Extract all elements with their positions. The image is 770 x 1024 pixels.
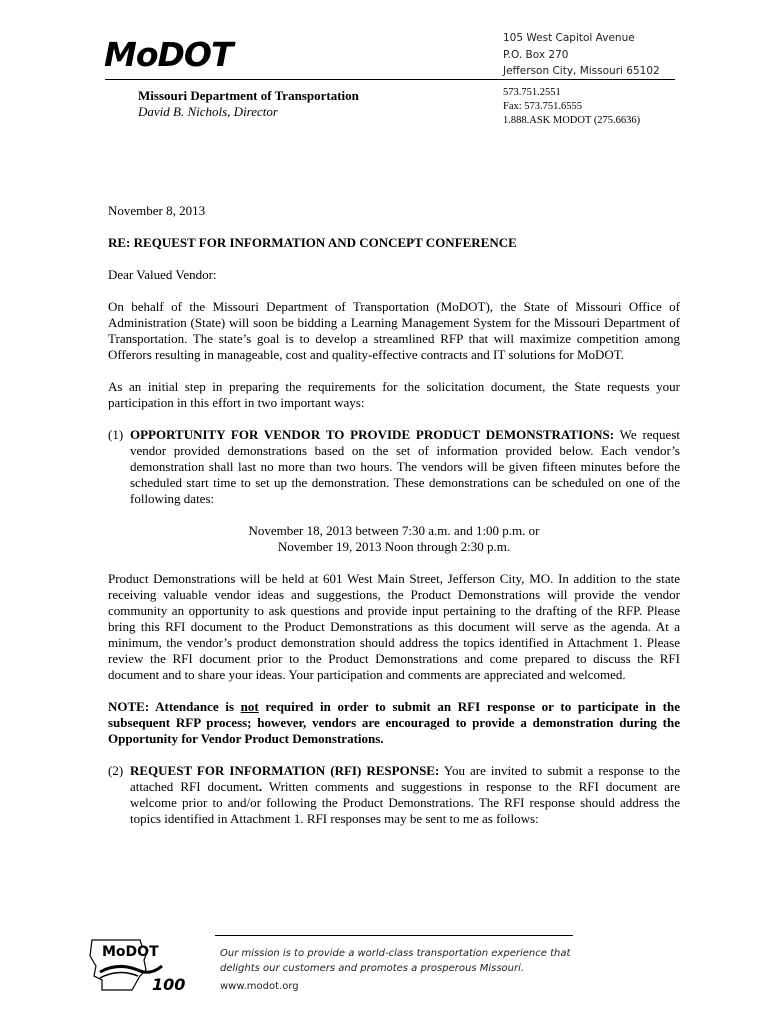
paragraph-location: Product Demonstrations will be held at 601 West Main Street, Jefferson City, MO. In addition to the state receiving valuable vendor ideas and suggestions, the Product Demonstrations will provide the vendor community an opportunity to ask questions and provide input pertaining to the drafting of the RFP. Please bring this RFI document to the Product Demonstrations as this document will serve as the agenda. At a minimum, the vendor’s product demonstration should address the topics identified in Attachment 1. Please review the RFI document prior to the Product Demonstrations and come prepared to discuss the RFI document and to share your ideas. Your participation and comments are appreciated and welcomed. bbox=[108, 571, 680, 682]
attendance-note: NOTE: Attendance is not required in order to submit an RFI response or to participate in the subsequent RFP process; however, vendors are encouraged to provide a demonstration during the Opportunity for Vendor Product Demonstrations. bbox=[108, 699, 681, 746]
header-divider bbox=[105, 79, 675, 80]
footer-badge-text: 100 bbox=[152, 975, 186, 992]
date-line: November 18, 2013 between 7:30 a.m. and 1:00 p.m. or bbox=[248, 523, 540, 538]
letter-body bbox=[108, 203, 680, 843]
mission-line: Our mission is to provide a world-class transportation experience that bbox=[220, 948, 571, 959]
paragraph-intro: On behalf of the Missouri Department of Transportation (MoDOT), the State of Missouri Office of Administration (State) will soon be bidding a Learning Management System for the Missouri Department of Transportation. The state’s goal is to develop a streamlined RFP that will maximize competition among Offerors resulting in manageable, cost and quality-effective contracts and IT solutions for MoDOT. bbox=[108, 299, 680, 362]
director-name: David B. Nichols, Director bbox=[138, 104, 278, 119]
department-block bbox=[138, 88, 359, 120]
modot-logo: MoDOT bbox=[104, 35, 233, 74]
footer-logo-text: MoDOT bbox=[102, 944, 159, 960]
mailing-address bbox=[503, 30, 660, 80]
date-line: November 19, 2013 Noon through 2:30 p.m. bbox=[277, 539, 511, 554]
emphasis-not: not bbox=[240, 699, 259, 714]
address-line: Jefferson City, Missouri 65102 bbox=[503, 65, 660, 77]
address-line: P.O. Box 270 bbox=[503, 48, 569, 61]
modot-100-logo bbox=[88, 936, 188, 992]
mission-line: delights our customers and promotes a prosperous Missouri. bbox=[220, 963, 525, 974]
footer-divider bbox=[215, 935, 573, 936]
toll-free-number: 1.888.ASK MODOT (275.6636) bbox=[503, 115, 641, 126]
item-text: We request vendor provided demonstrations based on the set of information provided below. Each vendor’s demonstration shall last no more than two hours. The vendors will be given fifteen minutes before the scheduled start time to set up the demonstration. These demonstrations can be scheduled on one of the following dates: bbox=[130, 427, 680, 506]
demonstration-dates bbox=[108, 523, 680, 555]
paragraph-participation: As an initial step in preparing the requirements for the solicitation document, the State requests your participation in this effort in two important ways: bbox=[108, 379, 680, 410]
salutation: Dear Valued Vendor: bbox=[108, 267, 217, 282]
website-link[interactable]: www.modot.org bbox=[220, 981, 299, 992]
letter-date: November 8, 2013 bbox=[108, 203, 206, 218]
list-number: (1) bbox=[108, 427, 124, 442]
contact-numbers bbox=[503, 86, 640, 128]
fax-number: Fax: 573.751.6555 bbox=[503, 101, 583, 112]
list-number: (2) bbox=[108, 763, 124, 778]
letter-subject: RE: REQUEST FOR INFORMATION AND CONCEPT CONFERENCE bbox=[108, 235, 517, 250]
mission-statement bbox=[220, 946, 570, 976]
item-heading: REQUEST FOR INFORMATION (RFI) RESPONSE: bbox=[130, 763, 440, 778]
address-line: 105 West Capitol Avenue bbox=[503, 32, 635, 44]
list-item-rfi-response: (2) REQUEST FOR INFORMATION (RFI) RESPONSE: You are invited to submit a response to the attached RFI document. Written comments and suggestions in response to the RFI document are welcome prior to and/or following the Product Demonstrations. The RFI response should address the topics identified in Attachment 1. RFI responses may be sent to me as follows: bbox=[108, 763, 680, 826]
phone-number: 573.751.2551 bbox=[503, 87, 561, 98]
list-item-demonstrations bbox=[108, 427, 680, 507]
department-name: Missouri Department of Transportation bbox=[138, 88, 359, 103]
item-heading: OPPORTUNITY FOR VENDOR TO PROVIDE PRODUCT DEMONSTRATIONS: bbox=[130, 427, 615, 442]
